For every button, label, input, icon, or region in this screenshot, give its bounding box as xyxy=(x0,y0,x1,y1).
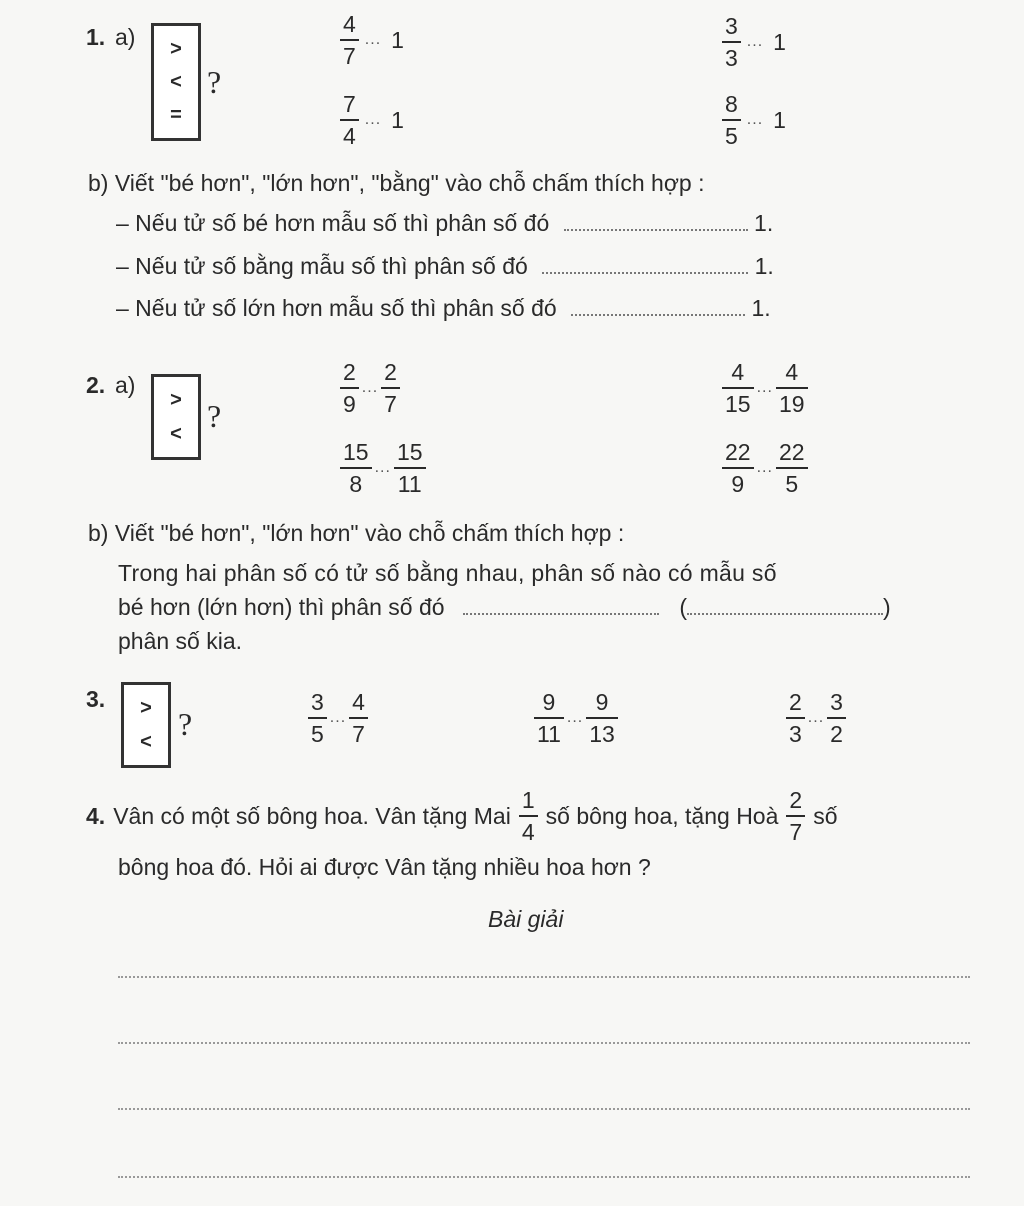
comparison-2 xyxy=(722,356,808,420)
question-mark: ? xyxy=(178,706,193,742)
fraction: $\frac{4}{7}$ xyxy=(340,11,359,69)
question-mark: ? xyxy=(207,398,222,434)
question-mark: ? xyxy=(207,64,222,100)
answer-line[interactable] xyxy=(118,976,970,978)
blank-dots[interactable]: ... xyxy=(756,379,773,396)
comparison-2: $\frac{3}{3}$ ... 1 xyxy=(722,10,786,74)
comparison-1 xyxy=(340,356,400,420)
answer-line[interactable] xyxy=(118,1176,970,1178)
fraction: $\frac{15}{11}$ xyxy=(394,439,426,497)
fraction: $\frac{2}{7}$ xyxy=(786,787,805,845)
blank-dots[interactable]: ... xyxy=(329,709,347,726)
less-sign: < xyxy=(140,730,152,753)
blank-dots[interactable]: ... xyxy=(746,33,764,50)
comparison-2 xyxy=(534,686,618,750)
operator-box xyxy=(121,682,171,768)
fraction: $\frac{7}{4}$ xyxy=(340,91,359,149)
comparison-4: $\frac{8}{5}$ ... 1 xyxy=(722,88,786,152)
fraction: $\frac{2}{3}$ xyxy=(786,689,805,747)
solution-heading: Bài giải xyxy=(488,906,564,932)
exercise-4-line-2: bông hoa đó. Hỏi ai được Vân tặng nhiều hoa hơn ? xyxy=(118,854,651,880)
exercise-2a-label: a) xyxy=(115,372,136,398)
answer-line[interactable] xyxy=(118,1108,970,1110)
rule-1: – Nếu tử số bé hơn mẫu số thì phân số đó 1. xyxy=(116,210,774,236)
comparison-3: $\frac{7}{4}$ ... 1 xyxy=(340,88,404,152)
less-sign: < xyxy=(170,422,182,445)
rule-2: – Nếu tử số bằng mẫu số thì phân số đó 1. xyxy=(116,253,774,279)
fraction: $\frac{3}{3}$ xyxy=(722,13,741,71)
blank-dots[interactable]: ... xyxy=(361,379,379,396)
operator-box xyxy=(151,23,201,141)
greater-sign: > xyxy=(170,38,182,60)
fraction: $\frac{22}{9}$ xyxy=(722,439,754,497)
answer-blank-alt[interactable] xyxy=(687,595,883,615)
less-sign: < xyxy=(170,71,182,93)
exercise-2-number: 2. xyxy=(86,372,106,398)
fraction: $\frac{3}{2}$ xyxy=(827,689,846,747)
fraction: $\frac{9}{11}$ xyxy=(534,689,564,747)
blank-dots[interactable]: ... xyxy=(746,111,764,128)
paragraph-line-3: phân số kia. xyxy=(118,628,243,654)
fraction: $\frac{4}{7}$ xyxy=(349,689,368,747)
answer-line[interactable] xyxy=(118,1042,970,1044)
rule-3: – Nếu tử số lớn hơn mẫu số thì phân số đó 1. xyxy=(116,295,771,321)
paragraph-line-1: Trong hai phân số có tử số bằng nhau, phân số nào có mẫu số xyxy=(118,560,777,586)
answer-blank[interactable] xyxy=(571,296,745,316)
answer-blank[interactable] xyxy=(542,254,748,274)
blank-dots[interactable]: ... xyxy=(756,459,773,476)
greater-sign: > xyxy=(170,389,182,412)
fraction: $\frac{2}{9}$ xyxy=(340,359,359,417)
exercise-1-number: 1. xyxy=(86,24,106,50)
fraction: $\frac{4}{15}$ xyxy=(722,359,754,417)
fraction: $\frac{22}{5}$ xyxy=(776,439,808,497)
blank-dots[interactable]: ... xyxy=(364,31,382,48)
exercise-1b-instruction: b) Viết "bé hơn", "lớn hơn", "bằng" vào chỗ chấm thích hợp : xyxy=(88,170,705,196)
exercise-4-line-1: 4. Vân có một số bông hoa. Vân tặng Mai $\frac{1}{4}$ số bông hoa, tặng Hoà $\frac{2}{7}$ số xyxy=(86,787,838,845)
fraction: $\frac{9}{13}$ xyxy=(586,689,618,747)
exercise-3-number: 3. xyxy=(86,686,106,712)
fraction: $\frac{2}{7}$ xyxy=(381,359,400,417)
blank-dots[interactable]: ... xyxy=(374,459,391,476)
comparison-4 xyxy=(722,436,808,500)
exercise-1a-label: a) xyxy=(115,24,136,50)
fraction: $\frac{8}{5}$ xyxy=(722,91,741,149)
fraction: $\frac{15}{8}$ xyxy=(340,439,372,497)
equal-sign: = xyxy=(170,104,182,126)
comparison-1: $\frac{4}{7}$ ... 1 xyxy=(340,8,404,72)
exercise-2b-instruction: b) Viết "bé hơn", "lớn hơn" vào chỗ chấm thích hợp : xyxy=(88,520,625,546)
comparison-1 xyxy=(308,686,368,750)
fraction: $\frac{1}{4}$ xyxy=(519,787,538,845)
paragraph-line-2: bé hơn (lớn hơn) thì phân số đó ( ) xyxy=(118,594,891,620)
blank-dots[interactable]: ... xyxy=(807,709,825,726)
exercise-4-number: 4. xyxy=(86,803,106,829)
operator-box xyxy=(151,374,201,460)
blank-dots[interactable]: ... xyxy=(364,111,382,128)
answer-blank[interactable] xyxy=(463,595,659,615)
comparison-3 xyxy=(786,686,846,750)
answer-blank[interactable] xyxy=(564,211,748,231)
fraction: $\frac{3}{5}$ xyxy=(308,689,327,747)
fraction: $\frac{4}{19}$ xyxy=(776,359,808,417)
blank-dots[interactable]: ... xyxy=(566,709,584,726)
greater-sign: > xyxy=(140,697,152,720)
comparison-3 xyxy=(340,436,426,500)
